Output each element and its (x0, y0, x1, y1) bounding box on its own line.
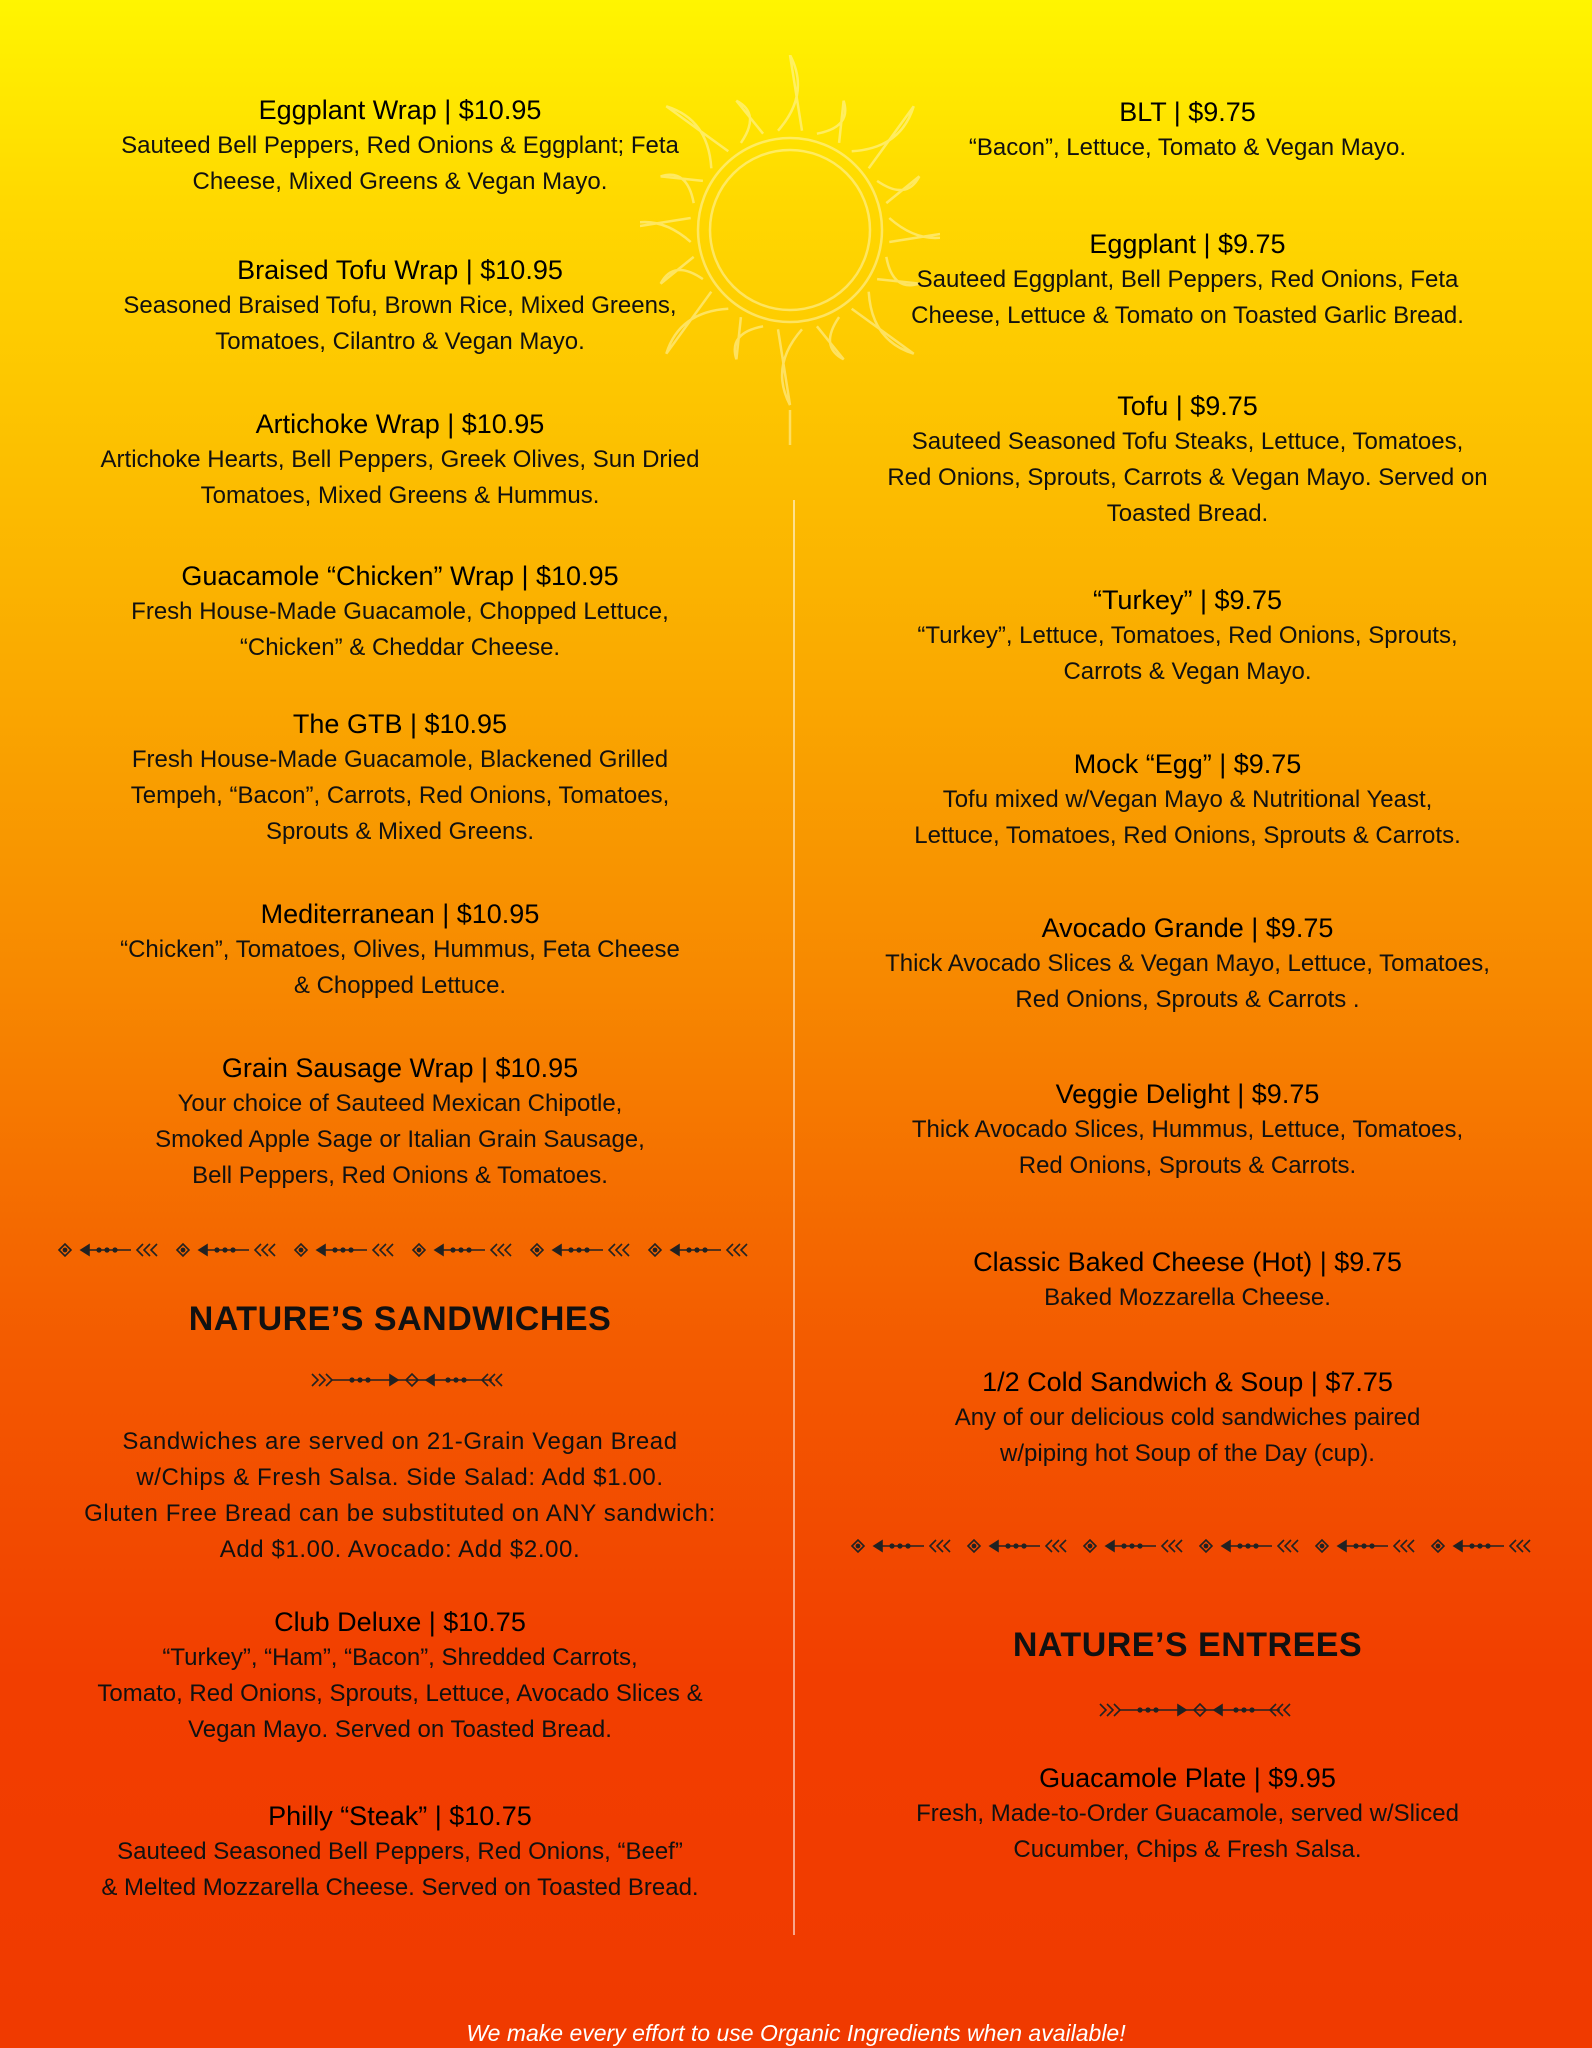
item-desc: Vegan Mayo. Served on Toasted Bread. (188, 1716, 612, 1743)
menu-item (830, 910, 1545, 1018)
item-desc: Sauteed Bell Peppers, Red Onions & Eggplant; Feta (121, 132, 679, 159)
item-desc: Bell Peppers, Red Onions & Tomatoes. (192, 1162, 608, 1189)
menu-item (830, 582, 1545, 690)
item-name: The GTB | $10.95 (292, 709, 508, 739)
item-desc: Seasoned Braised Tofu, Brown Rice, Mixed Greens, (123, 292, 677, 319)
item-desc: Tofu mixed w/Vegan Mayo & Nutritional Yeast, (942, 786, 1433, 813)
item-desc: Artichoke Hearts, Bell Peppers, Greek Olives, Sun Dried (100, 446, 700, 473)
item-desc: Carrots & Vegan Mayo. (1063, 658, 1312, 685)
item-name: Eggplant Wrap | $10.95 (258, 95, 542, 125)
item-name: BLT | $9.75 (1119, 97, 1256, 127)
footer-note: We make every effort to use Organic Ingredients when available! (466, 2020, 1126, 2046)
item-desc: Toasted Bread. (1106, 500, 1269, 527)
menu-item (830, 226, 1545, 334)
item-name: 1/2 Cold Sandwich & Soup | $7.75 (982, 1367, 1393, 1397)
menu-item (830, 94, 1545, 166)
menu-item (20, 1050, 780, 1194)
menu-item (20, 92, 780, 200)
item-desc: Red Onions, Sprouts, Carrots & Vegan Mayo. Served on (887, 464, 1488, 491)
item-desc: Tomatoes, Mixed Greens & Hummus. (200, 482, 600, 509)
item-name: Grain Sausage Wrap | $10.95 (221, 1053, 579, 1083)
menu-item (830, 746, 1545, 854)
item-name: Veggie Delight | $9.75 (1055, 1079, 1320, 1109)
menu-item (830, 1760, 1545, 1868)
item-desc: Sauteed Seasoned Bell Peppers, Red Onions, “Beef” (117, 1838, 683, 1865)
item-desc: Fresh House-Made Guacamole, Blackened Grilled (131, 746, 669, 773)
item-desc: Lettuce, Tomatoes, Red Onions, Sprouts & Carrots. (914, 822, 1461, 849)
item-desc: Thick Avocado Slices & Vegan Mayo, Lettuce, Tomatoes, (885, 950, 1490, 977)
item-desc: Tomatoes, Cilantro & Vegan Mayo. (215, 328, 585, 355)
item-desc: Fresh House-Made Guacamole, Chopped Lettuce, (131, 598, 669, 625)
left-column (20, 0, 780, 2048)
item-desc: Sprouts & Mixed Greens. (265, 818, 535, 845)
item-desc: Cheese, Lettuce & Tomato on Toasted Garlic Bread. (911, 302, 1464, 329)
item-name: Mediterranean | $10.95 (260, 899, 540, 929)
item-name: Eggplant | $9.75 (1089, 229, 1286, 259)
item-desc: Your choice of Sauteed Mexican Chipotle, (177, 1090, 623, 1117)
menu-item (20, 252, 780, 360)
item-name: Philly “Steak” | $10.75 (268, 1801, 532, 1831)
item-name: Club Deluxe | $10.75 (274, 1607, 526, 1637)
intro-line: Sandwiches are served on 21-Grain Vegan Bread (122, 1428, 678, 1455)
item-desc: “Chicken”, Tomatoes, Olives, Hummus, Feta Cheese (120, 936, 680, 963)
item-name: Mock “Egg” | $9.75 (1073, 749, 1302, 779)
item-desc: Red Onions, Sprouts & Carrots. (1018, 1152, 1357, 1179)
item-desc: Cucumber, Chips & Fresh Salsa. (1013, 1836, 1362, 1863)
item-desc: & Chopped Lettuce. (293, 972, 507, 999)
menu-item (830, 388, 1545, 532)
item-desc: “Chicken” & Cheddar Cheese. (239, 634, 561, 661)
intro-line: w/Chips & Fresh Salsa. Side Salad: Add $1.00. (136, 1464, 664, 1491)
menu-item (20, 406, 780, 514)
right-column (830, 0, 1545, 2048)
item-desc: Sauteed Seasoned Tofu Steaks, Lettuce, Tomatoes, (911, 428, 1464, 455)
item-name: Classic Baked Cheese (Hot) | $9.75 (973, 1247, 1402, 1277)
menu-item (20, 1604, 780, 1748)
ornament-divider (848, 1536, 1568, 1556)
item-desc: Smoked Apple Sage or Italian Grain Sausage, (155, 1126, 645, 1153)
ornament-small (1090, 1700, 1310, 1720)
item-desc: Sauteed Eggplant, Bell Peppers, Red Onions, Feta (916, 266, 1459, 293)
item-desc: Baked Mozzarella Cheese. (1044, 1284, 1331, 1311)
item-desc: “Turkey”, “Ham”, “Bacon”, Shredded Carrots, (162, 1644, 638, 1671)
item-name: Braised Tofu Wrap | $10.95 (237, 255, 563, 285)
section-title-entrees: NATURE’S ENTREES (1012, 1626, 1363, 1664)
item-desc: Tomato, Red Onions, Sprouts, Lettuce, Avocado Slices & (97, 1680, 703, 1707)
ornament-divider (55, 1240, 775, 1260)
item-name: Avocado Grande | $9.75 (1041, 913, 1334, 943)
item-desc: Tempeh, “Bacon”, Carrots, Red Onions, Tomatoes, (130, 782, 670, 809)
item-desc: Fresh, Made-to-Order Guacamole, served w/Sliced (916, 1800, 1459, 1827)
menu-item (20, 558, 780, 666)
item-name: Artichoke Wrap | $10.95 (255, 409, 545, 439)
item-desc: Thick Avocado Slices, Hummus, Lettuce, Tomatoes, (911, 1116, 1464, 1143)
item-desc: Any of our delicious cold sandwiches paired (954, 1404, 1421, 1431)
item-desc: “Turkey”, Lettuce, Tomatoes, Red Onions, Sprouts, (917, 622, 1458, 649)
item-name: Tofu | $9.75 (1117, 391, 1258, 421)
menu-item (20, 896, 780, 1004)
menu-item (20, 706, 780, 850)
sandwich-intro (20, 1424, 780, 1568)
item-name: Guacamole Plate | $9.95 (1039, 1763, 1336, 1793)
item-desc: Cheese, Mixed Greens & Vegan Mayo. (192, 168, 608, 195)
item-desc: w/piping hot Soup of the Day (cup). (1000, 1440, 1375, 1467)
ornament-small (302, 1370, 522, 1390)
menu-item (830, 1364, 1545, 1472)
menu-item (830, 1244, 1545, 1316)
item-desc: “Bacon”, Lettuce, Tomato & Vegan Mayo. (968, 134, 1407, 161)
item-desc: & Melted Mozzarella Cheese. Served on Toasted Bread. (101, 1874, 699, 1901)
menu-item (830, 1076, 1545, 1184)
intro-line: Gluten Free Bread can be substituted on ANY sandwich: (84, 1500, 716, 1527)
section-title-sandwiches: NATURE’S SANDWICHES (188, 1300, 612, 1338)
column-divider (793, 500, 795, 1935)
intro-line: Add $1.00. Avocado: Add $2.00. (219, 1536, 581, 1563)
item-name: Guacamole “Chicken” Wrap | $10.95 (181, 561, 619, 591)
item-desc: Red Onions, Sprouts & Carrots . (1015, 986, 1360, 1013)
item-name: “Turkey” | $9.75 (1092, 585, 1283, 615)
menu-item (20, 1798, 780, 1906)
